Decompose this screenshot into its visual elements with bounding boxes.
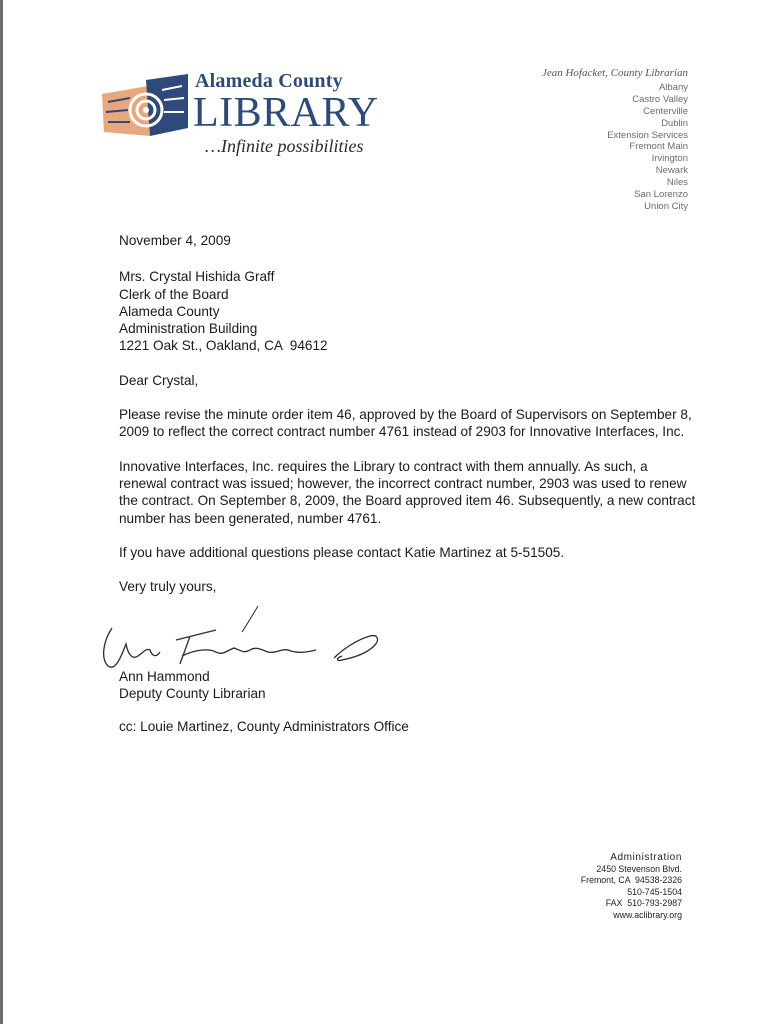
letter-date: November 4, 2009 xyxy=(119,233,231,248)
address-line: Clerk of the Board xyxy=(119,286,229,302)
county-librarian: Jean Hofacket, County Librarian xyxy=(541,67,688,79)
branch-item: Fremont Main xyxy=(629,141,688,153)
branch-item: Union City xyxy=(644,200,688,212)
branch-item: Newark xyxy=(655,165,688,177)
admin-address xyxy=(581,852,682,922)
tagline: …Infinite possibilities xyxy=(205,136,364,156)
paragraph-contact: If you have additional questions please contact Katie Martinez at 5-51505. xyxy=(119,544,565,560)
address-line: Administration Building xyxy=(119,321,258,337)
cc-line: cc: Louie Martinez, County Administrators Office xyxy=(119,719,409,734)
admin-line: FAX 510-793-2987 xyxy=(605,898,682,909)
closing: Very truly yours, xyxy=(119,579,217,595)
library-wordmark: LIBRARY xyxy=(193,90,379,136)
admin-title: Administration xyxy=(610,852,682,863)
branch-item: San Lorenzo xyxy=(634,189,688,201)
scan-edge xyxy=(0,0,3,1024)
salutation: Dear Crystal, xyxy=(119,372,199,388)
branch-item: Castro Valley xyxy=(632,93,688,105)
signer-title: Deputy County Librarian xyxy=(119,686,266,702)
branch-item: Dublin xyxy=(661,117,688,129)
admin-line: 2450 Stevenson Blvd. xyxy=(596,863,682,874)
recipient-address xyxy=(119,268,699,354)
branch-item: Extension Services xyxy=(607,129,688,141)
letter-body xyxy=(119,232,699,595)
branch-item: Irvington xyxy=(651,153,688,165)
org-name: Alameda County xyxy=(195,70,343,92)
paragraph-contract-details: Innovative Interfaces, Inc. requires the Library to contract with them annually. As such, a renewal contract was issued; however, the incorrect contract number, 2903 was used to renew the contract. On September 8, 2009, the Board approved item 46. Subsequently, a new contract number has been generated, number 4761. xyxy=(119,458,696,526)
open-book-logo-icon xyxy=(100,72,190,142)
address-line: 1221 Oak St., Oakland, CA 94612 xyxy=(119,338,328,354)
admin-line: www.aclibrary.org xyxy=(613,909,682,920)
signer-name: Ann Hammond xyxy=(119,669,210,684)
address-line: Alameda County xyxy=(119,303,220,319)
library-logo xyxy=(100,68,379,168)
address-line: Mrs. Crystal Hishida Graff xyxy=(119,269,275,285)
admin-line: Fremont, CA 94538-2326 xyxy=(580,875,682,886)
branch-list xyxy=(542,68,688,213)
admin-line: 510-745-1504 xyxy=(627,886,682,897)
branch-item: Niles xyxy=(666,177,688,189)
paragraph-revision-request: Please revise the minute order item 46, approved by the Board of Supervisors on September 8, 2009 to reflect the correct contract number 4761 instead of 2903 for Innovative Interfaces, Inc. xyxy=(119,407,692,440)
branch-item: Albany xyxy=(658,81,688,93)
signer-block xyxy=(119,668,266,703)
branch-item: Centerville xyxy=(643,105,688,117)
